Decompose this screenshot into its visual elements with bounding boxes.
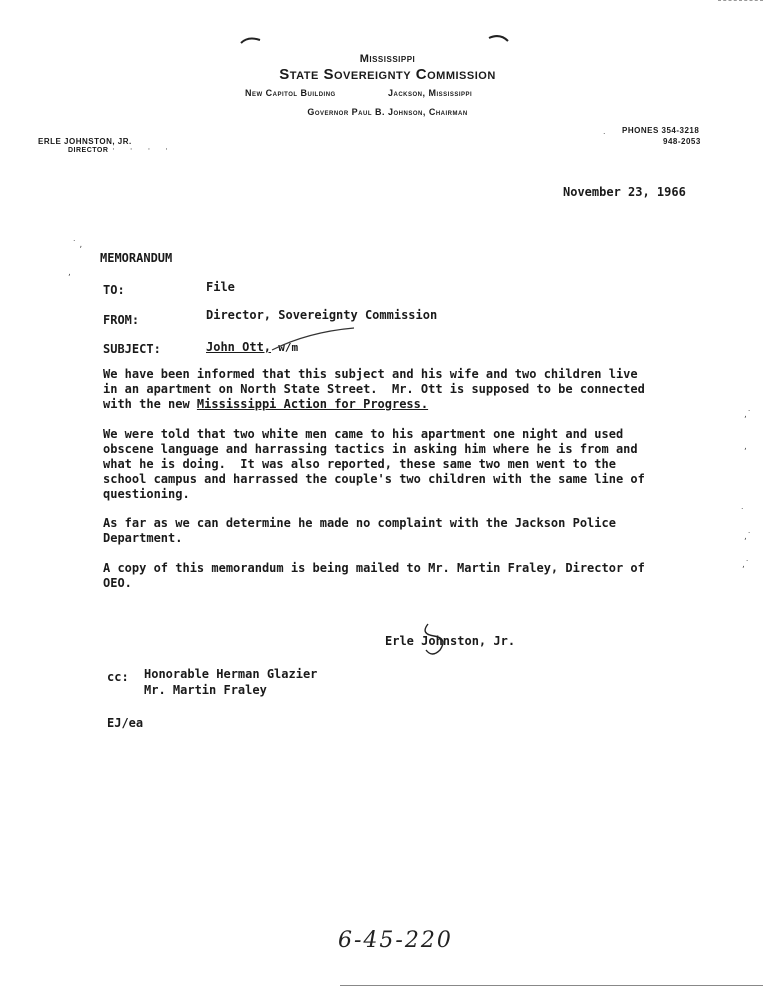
letterhead-commission: State Sovereignty Commission: [279, 66, 496, 83]
director-title-text: DIRECTOR: [68, 147, 109, 154]
speck-5: ˙: [740, 508, 745, 518]
memo-from-label: FROM:: [103, 313, 140, 327]
p2-line-1: We were told that two white men came to his apartment one night and used: [103, 427, 624, 441]
typist-initials: EJ/ea: [107, 716, 144, 730]
scan-top-dashes: [718, 0, 763, 2]
p4-line-1: A copy of this memorandum is being mailed to Mr. Martin Fraley, Director of: [103, 561, 645, 575]
p2-line-5: questioning.: [103, 487, 190, 501]
p1-program-name: Mississippi Action for Progress.: [196, 397, 429, 411]
letterhead-state: Mississippi: [359, 53, 416, 65]
director-dots: · · · ·: [112, 145, 175, 155]
handwritten-file-number: 6-45-220: [338, 928, 453, 953]
p1-line-3-prefix: with the new: [103, 397, 197, 411]
letterhead-building: New Capitol Building: [245, 88, 336, 98]
subject-pen-stroke: [268, 324, 358, 354]
p4-line-2: OEO.: [103, 576, 132, 590]
cc-recipient-1: Honorable Herman Glazier: [144, 667, 318, 681]
memo-subject-suffix: w/m: [278, 341, 299, 354]
phones-label: PHONES 354-3218: [622, 126, 700, 135]
memo-from-value: Director, Sovereignty Commission: [206, 308, 438, 322]
speck-3: ,˙: [744, 410, 752, 420]
p3-line-1: As far as we can determine he made no complaint with the Jackson Police: [103, 516, 616, 530]
memo-heading: MEMORANDUM: [100, 251, 173, 265]
letterhead-governor: Governor Paul B. Johnson, Chairman: [307, 107, 468, 117]
body-paragraph-1: [103, 367, 645, 412]
body-paragraph-4: [103, 561, 645, 591]
body-paragraph-2: [103, 427, 645, 502]
speck-6: ,˙: [744, 532, 752, 542]
body-paragraph-3: [103, 516, 616, 546]
p3-line-2: Department.: [103, 531, 183, 545]
p1-line-2: in an apartment on North State Street. Mr. Ott is supposed to be connected: [103, 382, 645, 396]
letterhead-city: Jackson, Mississippi: [388, 88, 473, 98]
speck-4: ,: [744, 442, 747, 452]
memo-to-label: TO:: [103, 283, 125, 297]
speck-7: ,˙: [742, 560, 750, 570]
p1-line-1: We have been informed that this subject and his wife and two children live: [103, 367, 638, 381]
memo-date: November 23, 1966: [563, 185, 686, 199]
signature-typed: Erle Johnston, Jr.: [385, 634, 516, 648]
signature-initial-mark: [418, 620, 468, 660]
p2-line-2: obscene language and harrassing tactics in asking him where he is from and: [103, 442, 638, 456]
cc-label: cc:: [107, 670, 129, 684]
memo-to-value: File: [206, 280, 235, 294]
speck-1: ˙ ,: [72, 240, 83, 250]
memo-subject-label: SUBJECT:: [103, 342, 161, 356]
speck-2: ,: [68, 268, 71, 278]
letterhead-right-mark: [488, 33, 510, 43]
phone-two: 948-2053: [663, 137, 701, 146]
memo-subject-name: John Ott,: [206, 340, 272, 354]
p2-line-3: what he is doing. It was also reported, these same two men went to the: [103, 457, 616, 471]
scan-bottom-edge: [340, 985, 763, 986]
cc-recipient-2: Mr. Martin Fraley: [144, 683, 267, 697]
p2-line-4: school campus and harrassed the couple's two children with the same line of: [103, 472, 645, 486]
letterhead-left-mark: [240, 35, 262, 45]
speck-phones: ˙: [602, 133, 607, 143]
director-name: ERLE JOHNSTON, JR.: [38, 137, 132, 146]
director-title: [68, 147, 108, 154]
